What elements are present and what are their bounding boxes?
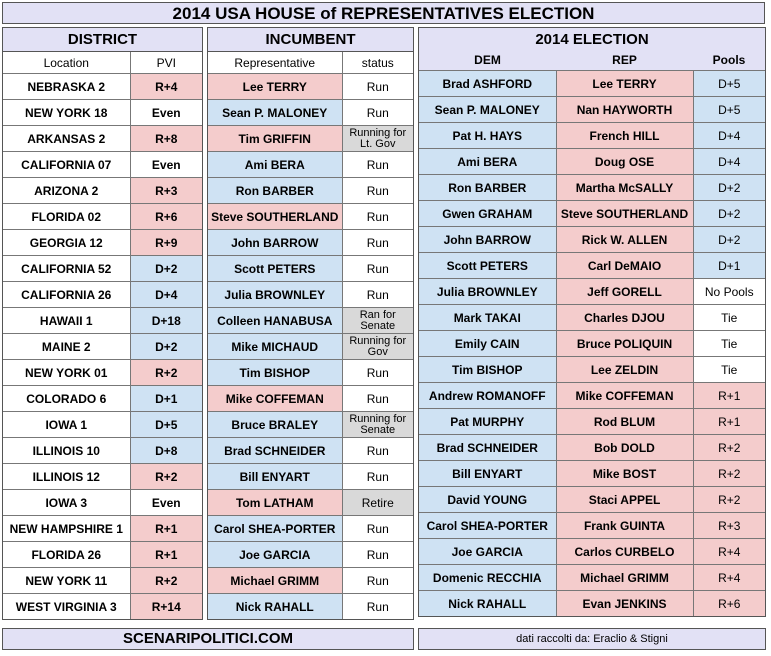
pools-value: D+5: [693, 71, 765, 97]
rep-candidate: French HILL: [556, 123, 693, 149]
pools-column-header: Pools: [693, 49, 765, 71]
election-row: [419, 513, 765, 539]
pools-value: D+2: [693, 201, 765, 227]
rep-candidate: Mike COFFEMAN: [556, 383, 693, 409]
pools-value: Tie: [693, 305, 765, 331]
dem-candidate: Ron BARBER: [419, 175, 556, 201]
district-location: IOWA 1: [3, 412, 130, 438]
district-row: [3, 126, 202, 152]
rep-candidate: Steve SOUTHERLAND: [556, 201, 693, 227]
pools-value: R+3: [693, 513, 765, 539]
incumbent-status: Run: [342, 230, 413, 256]
district-row: [3, 568, 202, 594]
incumbent-row: [208, 412, 413, 438]
pools-value: R+2: [693, 461, 765, 487]
district-pvi: D+8: [130, 438, 202, 464]
district-pvi: R+8: [130, 126, 202, 152]
incumbent-status: Run: [342, 282, 413, 308]
rep-candidate: Jeff GORELL: [556, 279, 693, 305]
incumbent-name: Julia BROWNLEY: [208, 282, 342, 308]
dem-candidate: Pat H. HAYS: [419, 123, 556, 149]
rep-candidate: Bruce POLIQUIN: [556, 331, 693, 357]
incumbent-row: [208, 542, 413, 568]
dem-candidate: Brad ASHFORD: [419, 71, 556, 97]
incumbent-row: [208, 490, 413, 516]
location-column-header: Location: [3, 52, 130, 74]
district-pvi: R+9: [130, 230, 202, 256]
district-pvi: R+2: [130, 464, 202, 490]
dem-candidate: Carol SHEA-PORTER: [419, 513, 556, 539]
district-location: FLORIDA 02: [3, 204, 130, 230]
incumbent-name: Joe GARCIA: [208, 542, 342, 568]
pools-value: R+2: [693, 435, 765, 461]
election-row: [419, 539, 765, 565]
incumbent-name: Lee TERRY: [208, 74, 342, 100]
incumbent-name: Michael GRIMM: [208, 568, 342, 594]
incumbent-row: [208, 334, 413, 360]
incumbent-status: Running for Senate: [342, 412, 413, 438]
election-row: [419, 409, 765, 435]
rep-candidate: Carl DeMAIO: [556, 253, 693, 279]
district-pvi: Even: [130, 490, 202, 516]
dem-candidate: David YOUNG: [419, 487, 556, 513]
incumbent-row: [208, 100, 413, 126]
district-pvi: Even: [130, 100, 202, 126]
incumbent-name: Bruce BRALEY: [208, 412, 342, 438]
district-row: [3, 438, 202, 464]
pools-value: R+4: [693, 539, 765, 565]
incumbent-status: Run: [342, 100, 413, 126]
dem-candidate: Scott PETERS: [419, 253, 556, 279]
incumbent-status: Running for Gov: [342, 334, 413, 360]
election-row: [419, 305, 765, 331]
district-row: [3, 100, 202, 126]
election-row: [419, 383, 765, 409]
rep-candidate: Mike BOST: [556, 461, 693, 487]
district-pvi: R+4: [130, 74, 202, 100]
district-pvi: D+2: [130, 334, 202, 360]
incumbent-status: Run: [342, 516, 413, 542]
incumbent-row: [208, 464, 413, 490]
election-row: [419, 435, 765, 461]
district-row: [3, 178, 202, 204]
pools-value: R+1: [693, 409, 765, 435]
district-location: ARIZONA 2: [3, 178, 130, 204]
district-pvi: D+2: [130, 256, 202, 282]
incumbent-row: [208, 594, 413, 620]
district-location: ILLINOIS 10: [3, 438, 130, 464]
district-row: [3, 516, 202, 542]
incumbent-status: Run: [342, 438, 413, 464]
incumbent-row: [208, 74, 413, 100]
district-pvi: R+14: [130, 594, 202, 620]
incumbent-row: [208, 438, 413, 464]
district-location: NEW YORK 18: [3, 100, 130, 126]
status-column-header: status: [342, 52, 413, 74]
district-row: [3, 230, 202, 256]
district-panel: [2, 27, 203, 620]
credits-footer: dati raccolti da: Eraclio & Stigni: [418, 628, 766, 650]
district-pvi: D+1: [130, 386, 202, 412]
incumbent-name: Steve SOUTHERLAND: [208, 204, 342, 230]
district-location: CALIFORNIA 26: [3, 282, 130, 308]
incumbent-status: Run: [342, 152, 413, 178]
dem-candidate: Nick RAHALL: [419, 591, 556, 617]
district-row: [3, 464, 202, 490]
district-location: GEORGIA 12: [3, 230, 130, 256]
dem-candidate: Pat MURPHY: [419, 409, 556, 435]
election-row: [419, 149, 765, 175]
rep-candidate: Evan JENKINS: [556, 591, 693, 617]
district-location: IOWA 3: [3, 490, 130, 516]
district-location: CALIFORNIA 07: [3, 152, 130, 178]
district-location: NEW YORK 01: [3, 360, 130, 386]
incumbent-row: [208, 256, 413, 282]
incumbent-name: Ami BERA: [208, 152, 342, 178]
representative-column-header: Representative: [208, 52, 342, 74]
district-row: [3, 204, 202, 230]
election-row: [419, 279, 765, 305]
incumbent-status: Run: [342, 568, 413, 594]
incumbent-name: Sean P. MALONEY: [208, 100, 342, 126]
incumbent-name: Tom LATHAM: [208, 490, 342, 516]
district-table: [3, 52, 202, 619]
rep-candidate: Carlos CURBELO: [556, 539, 693, 565]
incumbent-name: Colleen HANABUSA: [208, 308, 342, 334]
incumbent-row: [208, 152, 413, 178]
district-pvi: R+3: [130, 178, 202, 204]
dem-column-header: DEM: [419, 49, 556, 71]
dem-candidate: Ami BERA: [419, 149, 556, 175]
pvi-column-header: PVI: [130, 52, 202, 74]
incumbent-status: Run: [342, 594, 413, 620]
district-location: COLORADO 6: [3, 386, 130, 412]
dem-candidate: Brad SCHNEIDER: [419, 435, 556, 461]
incumbent-name: Mike COFFEMAN: [208, 386, 342, 412]
election-row: [419, 175, 765, 201]
rep-candidate: Rod BLUM: [556, 409, 693, 435]
pools-value: R+6: [693, 591, 765, 617]
incumbent-status: Run: [342, 256, 413, 282]
election-row: [419, 487, 765, 513]
dem-candidate: Sean P. MALONEY: [419, 97, 556, 123]
incumbent-row: [208, 178, 413, 204]
district-pvi: Even: [130, 152, 202, 178]
district-row: [3, 386, 202, 412]
rep-column-header: REP: [556, 49, 693, 71]
district-pvi: R+2: [130, 568, 202, 594]
incumbent-name: Brad SCHNEIDER: [208, 438, 342, 464]
district-location: NEW HAMPSHIRE 1: [3, 516, 130, 542]
incumbent-status: Run: [342, 360, 413, 386]
incumbent-status: Run: [342, 464, 413, 490]
rep-candidate: Lee ZELDIN: [556, 357, 693, 383]
district-location: ILLINOIS 12: [3, 464, 130, 490]
district-location: MAINE 2: [3, 334, 130, 360]
rep-candidate: Michael GRIMM: [556, 565, 693, 591]
election-row: [419, 71, 765, 97]
dem-candidate: Andrew ROMANOFF: [419, 383, 556, 409]
district-row: [3, 490, 202, 516]
pools-value: R+4: [693, 565, 765, 591]
rep-candidate: Frank GUINTA: [556, 513, 693, 539]
district-row: [3, 542, 202, 568]
district-location: NEBRASKA 2: [3, 74, 130, 100]
district-row: [3, 594, 202, 620]
election-row: [419, 461, 765, 487]
incumbent-row: [208, 126, 413, 152]
district-location: ARKANSAS 2: [3, 126, 130, 152]
election-row: [419, 565, 765, 591]
rep-candidate: Doug OSE: [556, 149, 693, 175]
district-header: DISTRICT: [3, 28, 202, 52]
district-row: [3, 334, 202, 360]
pools-value: Tie: [693, 331, 765, 357]
incumbent-status: Running for Lt. Gov: [342, 126, 413, 152]
dem-candidate: Tim BISHOP: [419, 357, 556, 383]
district-location: WEST VIRGINIA 3: [3, 594, 130, 620]
incumbent-status: Ran for Senate: [342, 308, 413, 334]
election-row: [419, 357, 765, 383]
incumbent-row: [208, 230, 413, 256]
district-location: CALIFORNIA 52: [3, 256, 130, 282]
district-pvi: R+6: [130, 204, 202, 230]
pools-value: D+1: [693, 253, 765, 279]
district-row: [3, 308, 202, 334]
rep-candidate: Rick W. ALLEN: [556, 227, 693, 253]
district-row: [3, 412, 202, 438]
rep-candidate: Nan HAYWORTH: [556, 97, 693, 123]
district-location: HAWAII 1: [3, 308, 130, 334]
pools-value: R+2: [693, 487, 765, 513]
incumbent-status: Run: [342, 542, 413, 568]
election-row: [419, 201, 765, 227]
district-row: [3, 282, 202, 308]
election-table: [419, 49, 765, 616]
pools-value: Tie: [693, 357, 765, 383]
incumbent-name: Ron BARBER: [208, 178, 342, 204]
election-row: [419, 227, 765, 253]
pools-value: D+5: [693, 97, 765, 123]
rep-candidate: Martha McSALLY: [556, 175, 693, 201]
incumbent-header: INCUMBENT: [208, 28, 413, 52]
dem-candidate: Bill ENYART: [419, 461, 556, 487]
incumbent-status: Run: [342, 178, 413, 204]
pools-value: No Pools: [693, 279, 765, 305]
incumbent-name: Carol SHEA-PORTER: [208, 516, 342, 542]
incumbent-status: Run: [342, 204, 413, 230]
incumbent-status: Run: [342, 386, 413, 412]
district-row: [3, 256, 202, 282]
pools-value: R+1: [693, 383, 765, 409]
district-pvi: D+5: [130, 412, 202, 438]
election-row: [419, 331, 765, 357]
district-location: FLORIDA 26: [3, 542, 130, 568]
pools-value: D+2: [693, 227, 765, 253]
rep-candidate: Bob DOLD: [556, 435, 693, 461]
dem-candidate: Mark TAKAI: [419, 305, 556, 331]
incumbent-name: Nick RAHALL: [208, 594, 342, 620]
district-location: NEW YORK 11: [3, 568, 130, 594]
incumbent-name: Tim GRIFFIN: [208, 126, 342, 152]
dem-candidate: Julia BROWNLEY: [419, 279, 556, 305]
incumbent-status: Run: [342, 74, 413, 100]
incumbent-name: Mike MICHAUD: [208, 334, 342, 360]
incumbent-name: Bill ENYART: [208, 464, 342, 490]
dem-candidate: Gwen GRAHAM: [419, 201, 556, 227]
dem-candidate: Emily CAIN: [419, 331, 556, 357]
page-title: 2014 USA HOUSE of REPRESENTATIVES ELECTION: [2, 2, 765, 24]
incumbent-table: [208, 52, 413, 619]
incumbent-name: Tim BISHOP: [208, 360, 342, 386]
election-panel: [418, 27, 766, 617]
incumbent-row: [208, 282, 413, 308]
dem-candidate: John BARROW: [419, 227, 556, 253]
incumbent-panel: [207, 27, 414, 620]
district-pvi: R+2: [130, 360, 202, 386]
pools-value: D+4: [693, 123, 765, 149]
incumbent-name: Scott PETERS: [208, 256, 342, 282]
incumbent-row: [208, 308, 413, 334]
incumbent-row: [208, 516, 413, 542]
incumbent-row: [208, 204, 413, 230]
election-row: [419, 591, 765, 617]
election-row: [419, 97, 765, 123]
district-row: [3, 360, 202, 386]
dem-candidate: Joe GARCIA: [419, 539, 556, 565]
site-footer: SCENARIPOLITICI.COM: [2, 628, 414, 650]
incumbent-row: [208, 360, 413, 386]
election-header: 2014 ELECTION: [419, 28, 765, 49]
district-pvi: R+1: [130, 516, 202, 542]
district-pvi: D+18: [130, 308, 202, 334]
election-row: [419, 253, 765, 279]
pools-value: D+2: [693, 175, 765, 201]
rep-candidate: Staci APPEL: [556, 487, 693, 513]
district-row: [3, 74, 202, 100]
district-pvi: R+1: [130, 542, 202, 568]
district-row: [3, 152, 202, 178]
incumbent-name: John BARROW: [208, 230, 342, 256]
rep-candidate: Charles DJOU: [556, 305, 693, 331]
incumbent-row: [208, 386, 413, 412]
incumbent-row: [208, 568, 413, 594]
district-pvi: D+4: [130, 282, 202, 308]
election-row: [419, 123, 765, 149]
rep-candidate: Lee TERRY: [556, 71, 693, 97]
dem-candidate: Domenic RECCHIA: [419, 565, 556, 591]
pools-value: D+4: [693, 149, 765, 175]
incumbent-status: Retire: [342, 490, 413, 516]
